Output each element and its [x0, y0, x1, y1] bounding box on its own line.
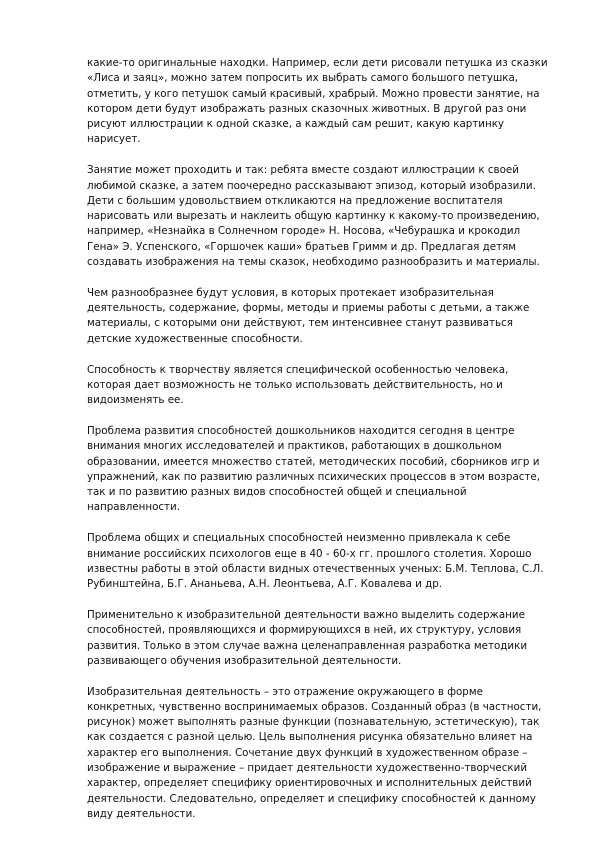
paragraph-6: Проблема общих и специальных способностей неизменно привлекала к себе внимание российских психологов еще в 40 - 60-х гг. прошлого столетия. Хорошо известны работы в этой области видных отечественных ученых: Б.М. Теплова, С.Л. Рубинштейна, Б.Г. Ананьева, А.Н. Леонтьева, А.Г. Ковалева и др.: [87, 532, 544, 591]
paragraph-8: Изобразительная деятельность – это отражение окружающего в форме конкретных, чувственно воспринимаемых образов. Созданный образ (в частности, рисунок) может выполнять разные функции (познавательную, эстетическую), так как создается с разной целью. Цель выполнения рисунка обязательно влияет на характер его выполнения. Сочетание двух функций в художественном образе – изображение и выражение – придает деятельности художественно-творческий характер, определяет специфику ориентировочных и исполнительных действий деятельности. Следовательно, определяет и специфику способностей к данному виду деятельности.: [87, 685, 542, 820]
paragraph-7: Применительно к изобразительной деятельности важно выделить содержание способностей, проявляющихся и формирующихся в ней, их структуру, условия развития. Только в этом случае важна целенаправленная разработка методики развивающего обучения изобразительной деятельности.: [87, 608, 528, 667]
paragraph-5: Проблема развития способностей дошкольников находится сегодня в центре внимания многих исследователей и практиков, работающих в дошкольном образовании, имеется множество статей, методических пособий, сборников игр и упражнений, как по развитию различных психических процессов в этом возрасте, так и по развитию разных видов способностей общей и специальной направленности.: [87, 424, 541, 514]
paragraph-2: Занятие может проходить и так: ребята вместе создают иллюстрации к своей любимой сказке, а затем поочередно рассказывают эпизод, который изобразили. Дети с большим удовольствием откликаются на предложение воспитателя нарисовать или вырезать и наклеить общую картинку к какому-то произведению, например, «Незнайка в Солнечном городе» Н. Носова, «Чебурашка и крокодил Гена» Э. Успенского, «Горшочек каши» братьев Гримм и др. Предлагая детям создавать изображения на темы сказок, необходимо разнообразить и материалы.: [87, 164, 540, 269]
paragraph-1: какие-то оригинальные находки. Например, если дети рисовали петушка из сказки «Лиса и заяц», можно затем попросить их выбрать самого большого петушка, отметить, у кого петушок самый красивый, храбрый. Можно провести занятие, на котором дети будут изображать разных сказочных животных. В другой раз они рисуют иллюстрации к одной сказке, а каждый сам решит, какую картинку нарисует.: [87, 57, 548, 146]
paragraph-4: Способность к творчеству является специфической особенностью человека, которая дает возможность не только использовать действительность, но и видоизменять ее.: [87, 363, 509, 407]
paragraph-3: Чем разнообразнее будут условия, в которых протекает изобразительная деятельность, содержание, формы, методы и приемы работы с детьми, а также материалы, с которыми они действуют, тем интенсивнее станут развиваться детские художественные способности.: [87, 286, 530, 345]
document-page: [87, 56, 553, 838]
